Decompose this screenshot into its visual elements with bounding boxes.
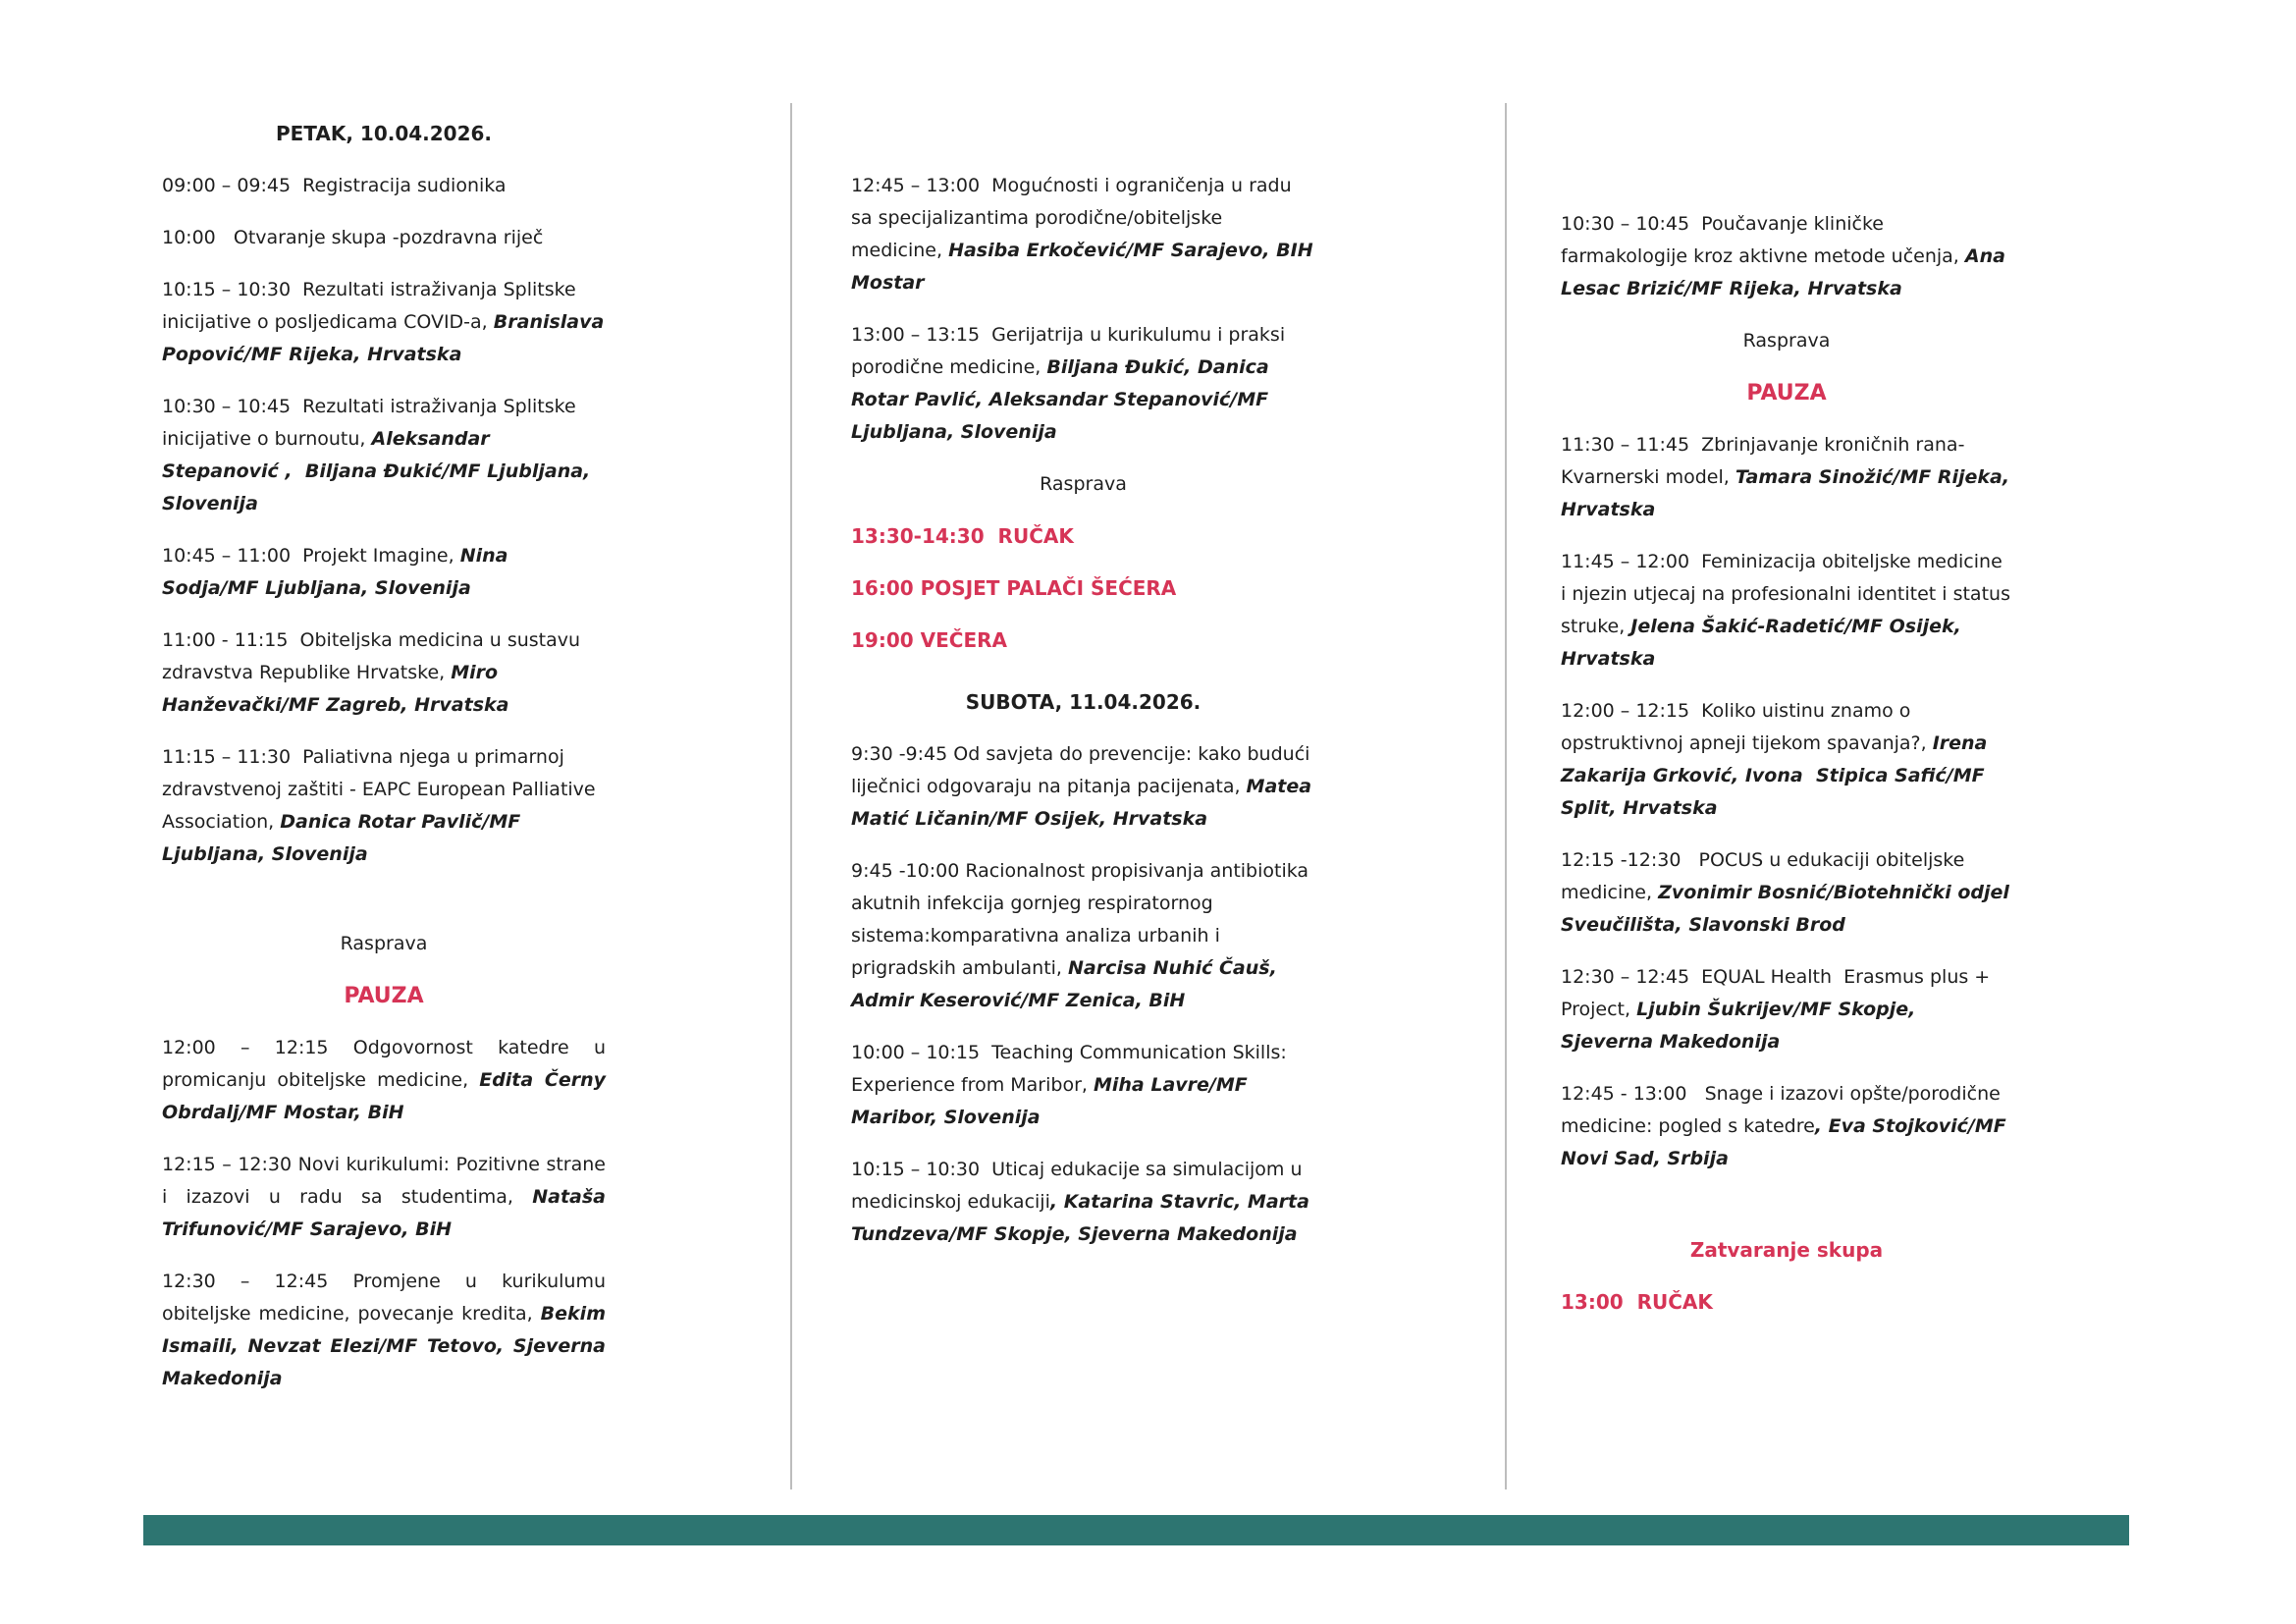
presenter-name: Ljubin Šukrijev/MF Skopje, Sjeverna Makedonija [1561, 999, 1922, 1053]
presenter-name: , Katarina Stavric, Marta Tundzeva/MF Skopje, Sjeverna Makedonija [851, 1191, 1316, 1245]
column-divider [790, 103, 792, 1489]
schedule-column-friday [162, 118, 611, 1415]
presenter-name: Jelena Šakić-Radetić/MF Osijek, Hrvatska [1561, 616, 1968, 670]
session-entry [162, 1032, 606, 1129]
presenter-name: Zvonimir Bosnić/Biotehnički odjel Sveučilišta, Slavonski Brod [1561, 882, 2016, 936]
session-entry [1561, 844, 2016, 942]
session-entry [851, 1037, 1315, 1134]
session-entry [162, 1149, 606, 1246]
meal-event [851, 520, 1315, 553]
session-text: 13:00 – 13:15 Gerijatrija u kurikulumu i praksi porodične medicine, [851, 324, 1292, 378]
discussion-label [1561, 325, 2012, 357]
session-text: 19:00 VEČERA [851, 628, 1007, 652]
presenter-name: , Eva Stojković/MF Novi Sad, Srbija [1561, 1115, 2013, 1169]
session-text: 10:00 – 10:15 Teaching Communication Skills: Experience from Maribor, [851, 1042, 1293, 1096]
session-text: 09:00 – 09:45 Registracija sudionika [162, 175, 507, 196]
session-entry [162, 741, 606, 871]
session-text: 10:00 Otvaranje skupa -pozdravna riječ [162, 227, 544, 248]
presenter-name: Narcisa Nuhić Čauš, Admir Keserović/MF Zenica, BiH [851, 957, 1284, 1011]
schedule-column-middle [851, 170, 1320, 1271]
day-heading [162, 118, 606, 150]
session-entry [162, 222, 606, 254]
session-entry [851, 170, 1320, 299]
session-entry [162, 274, 611, 371]
session-text: 11:15 – 11:30 Paliativna njega u primarnoj zdravstvenoj zaštiti - EAPC European Palliative Association, [162, 746, 602, 833]
session-entry [1561, 208, 2012, 305]
session-entry [162, 1266, 606, 1395]
presenter-name: Danica Rotar Pavlič/MF Ljubljana, Slovenija [162, 811, 527, 865]
session-entry [1561, 1078, 2012, 1175]
break-label [162, 980, 606, 1012]
session-text: 11:00 - 11:15 Obiteljska medicina u sustavu zdravstva Republike Hrvatske, [162, 629, 587, 683]
session-entry [851, 738, 1318, 836]
discussion-label [851, 468, 1315, 501]
presenter-name: Matea Matić Ličanin/MF Osijek, Hrvatska [851, 776, 1318, 830]
session-text: PAUZA [344, 984, 424, 1008]
session-text: 11:30 – 11:45 Zbrinjavanje kroničnih rana-Kvarnerski model, [1561, 434, 1965, 488]
session-text: 12:30 – 12:45 EQUAL Health Erasmus plus + Project, [1561, 966, 1997, 1020]
presenter-name: Nina Sodja/MF Ljubljana, Slovenija [162, 545, 515, 599]
presenter-name: Hasiba Erkočević/MF Sarajevo, BIH Mostar [851, 240, 1320, 294]
session-entry [162, 391, 606, 520]
closing-label [1561, 1234, 2012, 1267]
presenter-name: Miro Hanževački/MF Zagreb, Hrvatska [162, 662, 509, 716]
column-divider [1505, 103, 1507, 1489]
session-text: PAUZA [1746, 381, 1827, 406]
presenter-name: Tamara Sinožić/MF Rijeka, Hrvatska [1561, 466, 2016, 520]
meal-event [1561, 1286, 2012, 1319]
session-text: Rasprava [1040, 473, 1127, 495]
session-text: 12:00 – 12:15 Koliko uistinu znamo o opstruktivnoj apneji tijekom spavanja?, [1561, 700, 1933, 754]
session-text: 9:45 -10:00 Racionalnost propisivanja antibiotika akutnih infekcija gornjeg respiratornog sistema:komparativna analiza urbanih i prigradskih ambulanti, [851, 860, 1315, 979]
session-text: 10:30 – 10:45 Poučavanje kliničke farmakologije kroz aktivne metode učenja, [1561, 213, 1965, 267]
session-text: Zatvaranje skupa [1689, 1238, 1884, 1262]
session-entry [162, 624, 606, 722]
session-text: 9:30 -9:45 Od savjeta do prevencije: kako budući liječnici odgovaraju na pitanja pacijenata, [851, 743, 1316, 797]
session-entry [162, 540, 606, 605]
presenter-name: Nataša Trifunović/MF Sarajevo, BiH [162, 1186, 606, 1240]
session-text: 10:30 – 10:45 Rezultati istraživanja Splitske inicijative o burnoutu, [162, 396, 582, 450]
break-label [1561, 377, 2012, 409]
session-text: 10:15 – 10:30 Rezultati istraživanja Splitske inicijative o posljedicama COVID-a, [162, 279, 582, 333]
session-text: 16:00 POSJET PALAČI ŠEĆERA [851, 576, 1177, 600]
presenter-name: Irena Zakarija Grković, Ivona Stipica Safić/MF Split, Hrvatska [1561, 732, 1995, 819]
footer-accent-bar [143, 1515, 2129, 1545]
day-heading [851, 686, 1315, 719]
session-text: 12:15 -12:30 POCUS u edukaciji obiteljske medicine, [1561, 849, 1971, 903]
presenter-name: Bekim Ismaili, Nevzat Elezi/MF Tetovo, Sjeverna Makedonija [162, 1303, 606, 1389]
session-text: 11:45 – 12:00 Feminizacija obiteljske medicine i njezin utjecaj na profesionalni identitet i status struke, [1561, 551, 2017, 637]
discussion-label [162, 928, 606, 960]
session-text: 12:00 – 12:15 Odgovornost katedre u promicanju obiteljske medicine, [162, 1037, 606, 1091]
session-entry [851, 855, 1315, 1017]
session-text: 12:30 – 12:45 Promjene u kurikulumu obiteljske medicine, povecanje kredita, [162, 1271, 606, 1325]
session-entry [1561, 429, 2016, 526]
session-entry [162, 170, 606, 202]
session-text: Rasprava [1742, 330, 1831, 352]
session-text: 13:30-14:30 RUČAK [851, 524, 1074, 548]
session-entry [851, 319, 1315, 449]
schedule-column-saturday [1561, 208, 2017, 1338]
session-entry [1561, 546, 2017, 676]
session-entry [1561, 695, 2012, 825]
session-text: 12:45 – 13:00 Mogućnosti i ograničenja u radu sa specijalizantima porodične/obiteljske medicine, [851, 175, 1298, 261]
presenter-name: Ana Lesac Brizić/MF Rijeka, Hrvatska [1561, 245, 2012, 299]
session-text: 12:45 - 13:00 Snage i izazovi opšte/porodične medicine: pogled s katedre [1561, 1083, 2006, 1137]
session-text: 10:45 – 11:00 Projekt Imagine, [162, 545, 460, 567]
session-entry [851, 1154, 1315, 1251]
session-text: 12:15 – 12:30 Novi kurikulumi: Pozitivne strane i izazovi u radu sa studentima, [162, 1154, 606, 1208]
session-text: SUBOTA, 11.04.2026. [965, 690, 1201, 714]
presenter-name: Aleksandar Stepanović , Biljana Đukić/MF Ljubljana, Slovenija [162, 428, 597, 514]
session-text: 10:15 – 10:30 Uticaj edukacije sa simulacijom u medicinskoj edukaciji [851, 1159, 1308, 1213]
presenter-name: Branislava Popović/MF Rijeka, Hrvatska [162, 311, 611, 365]
meal-event [851, 624, 1315, 657]
meal-event [851, 572, 1315, 605]
presenter-name: Miha Lavre/MF Maribor, Slovenija [851, 1074, 1255, 1128]
session-entry [1561, 961, 2012, 1058]
session-text: 13:00 RUČAK [1561, 1290, 1713, 1314]
presenter-name: Biljana Đukić, Danica Rotar Pavlić, Aleksandar Stepanović/MF Ljubljana, Slovenija [851, 356, 1276, 443]
session-text: Rasprava [340, 933, 428, 954]
presenter-name: Edita Černy Obrdalj/MF Mostar, BiH [162, 1069, 606, 1123]
session-text: PETAK, 10.04.2026. [275, 122, 493, 145]
